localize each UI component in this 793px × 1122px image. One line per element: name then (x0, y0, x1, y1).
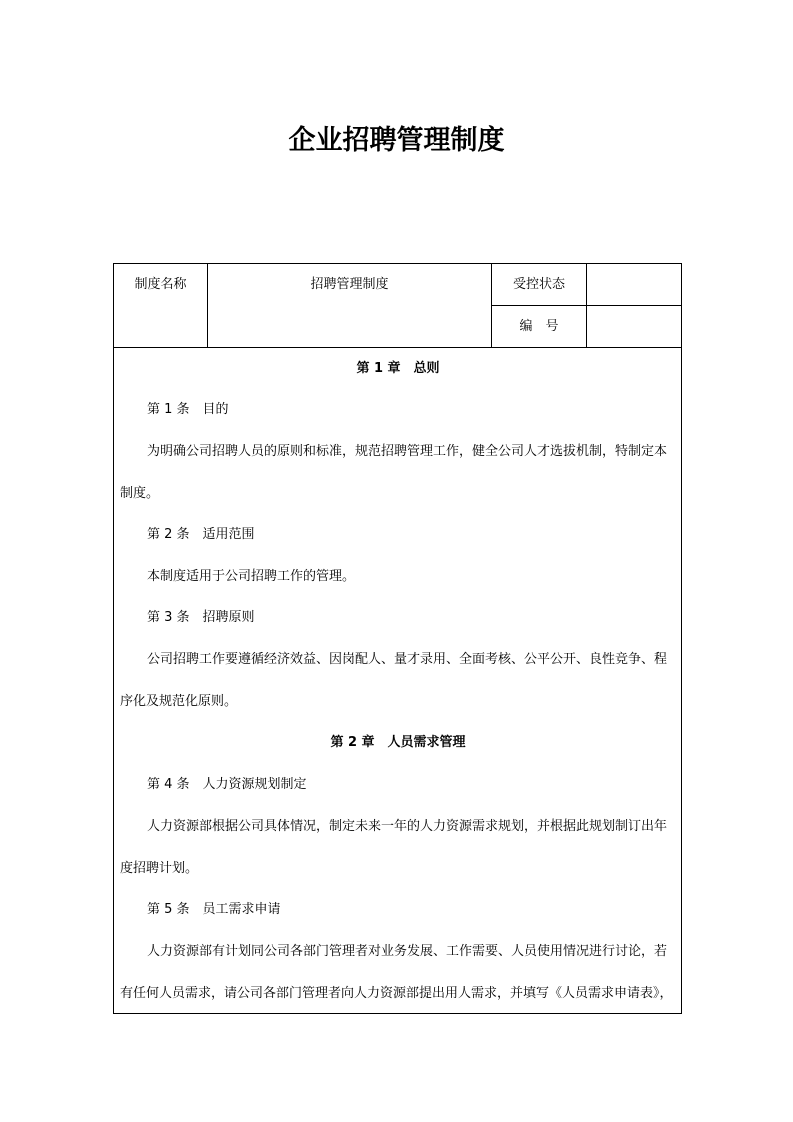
header-divider-right (492, 305, 682, 306)
paragraph-continuation: 制度。 (120, 486, 160, 501)
paragraph: 公司招聘工作要遵循经济效益、因岗配人、量才录用、全面考核、公平公开、良性竞争、程 (147, 652, 668, 667)
paragraph: 本制度适用于公司招聘工作的管理。 (147, 569, 356, 584)
name-value: 招聘管理制度 (310, 277, 389, 292)
name-label: 制度名称 (134, 277, 187, 292)
paragraph: 为明确公司招聘人员的原则和标准，规范招聘管理工作，健全公司人才选拔机制，特制定本 (147, 444, 668, 459)
header-bottom-border (114, 347, 681, 348)
chapter-heading: 第 1 章 总则 (356, 361, 440, 376)
paragraph: 人力资源部有计划同公司各部门管理者对业务发展、工作需要、人员使用情况进行讨论，若 (147, 944, 668, 959)
document-title: 企业招聘管理制度 (288, 125, 505, 156)
article-heading: 第 5 条 员工需求申请 (147, 902, 281, 917)
paragraph-continuation: 度招聘计划。 (120, 861, 199, 876)
status-label: 受控状态 (512, 277, 565, 292)
paragraph-continuation: 序化及规范化原则。 (120, 694, 238, 709)
number-label: 编 号 (519, 319, 559, 334)
article-heading: 第 1 条 目的 (147, 402, 229, 417)
chapter-heading: 第 2 章 人员需求管理 (330, 735, 466, 750)
paragraph-continuation: 有任何人员需求，请公司各部门管理者向人力资源部提出用人需求，并填写《人员需求申请表》， (120, 986, 673, 1001)
article-heading: 第 4 条 人力资源规划制定 (147, 777, 307, 792)
article-heading: 第 2 条 适用范围 (147, 527, 255, 542)
paragraph: 人力资源部根据公司具体情况，制定未来一年的人力资源需求规划，并根据此规划制订出年 (147, 819, 668, 834)
article-heading: 第 3 条 招聘原则 (147, 610, 255, 625)
header-col-divider-3 (586, 264, 587, 347)
